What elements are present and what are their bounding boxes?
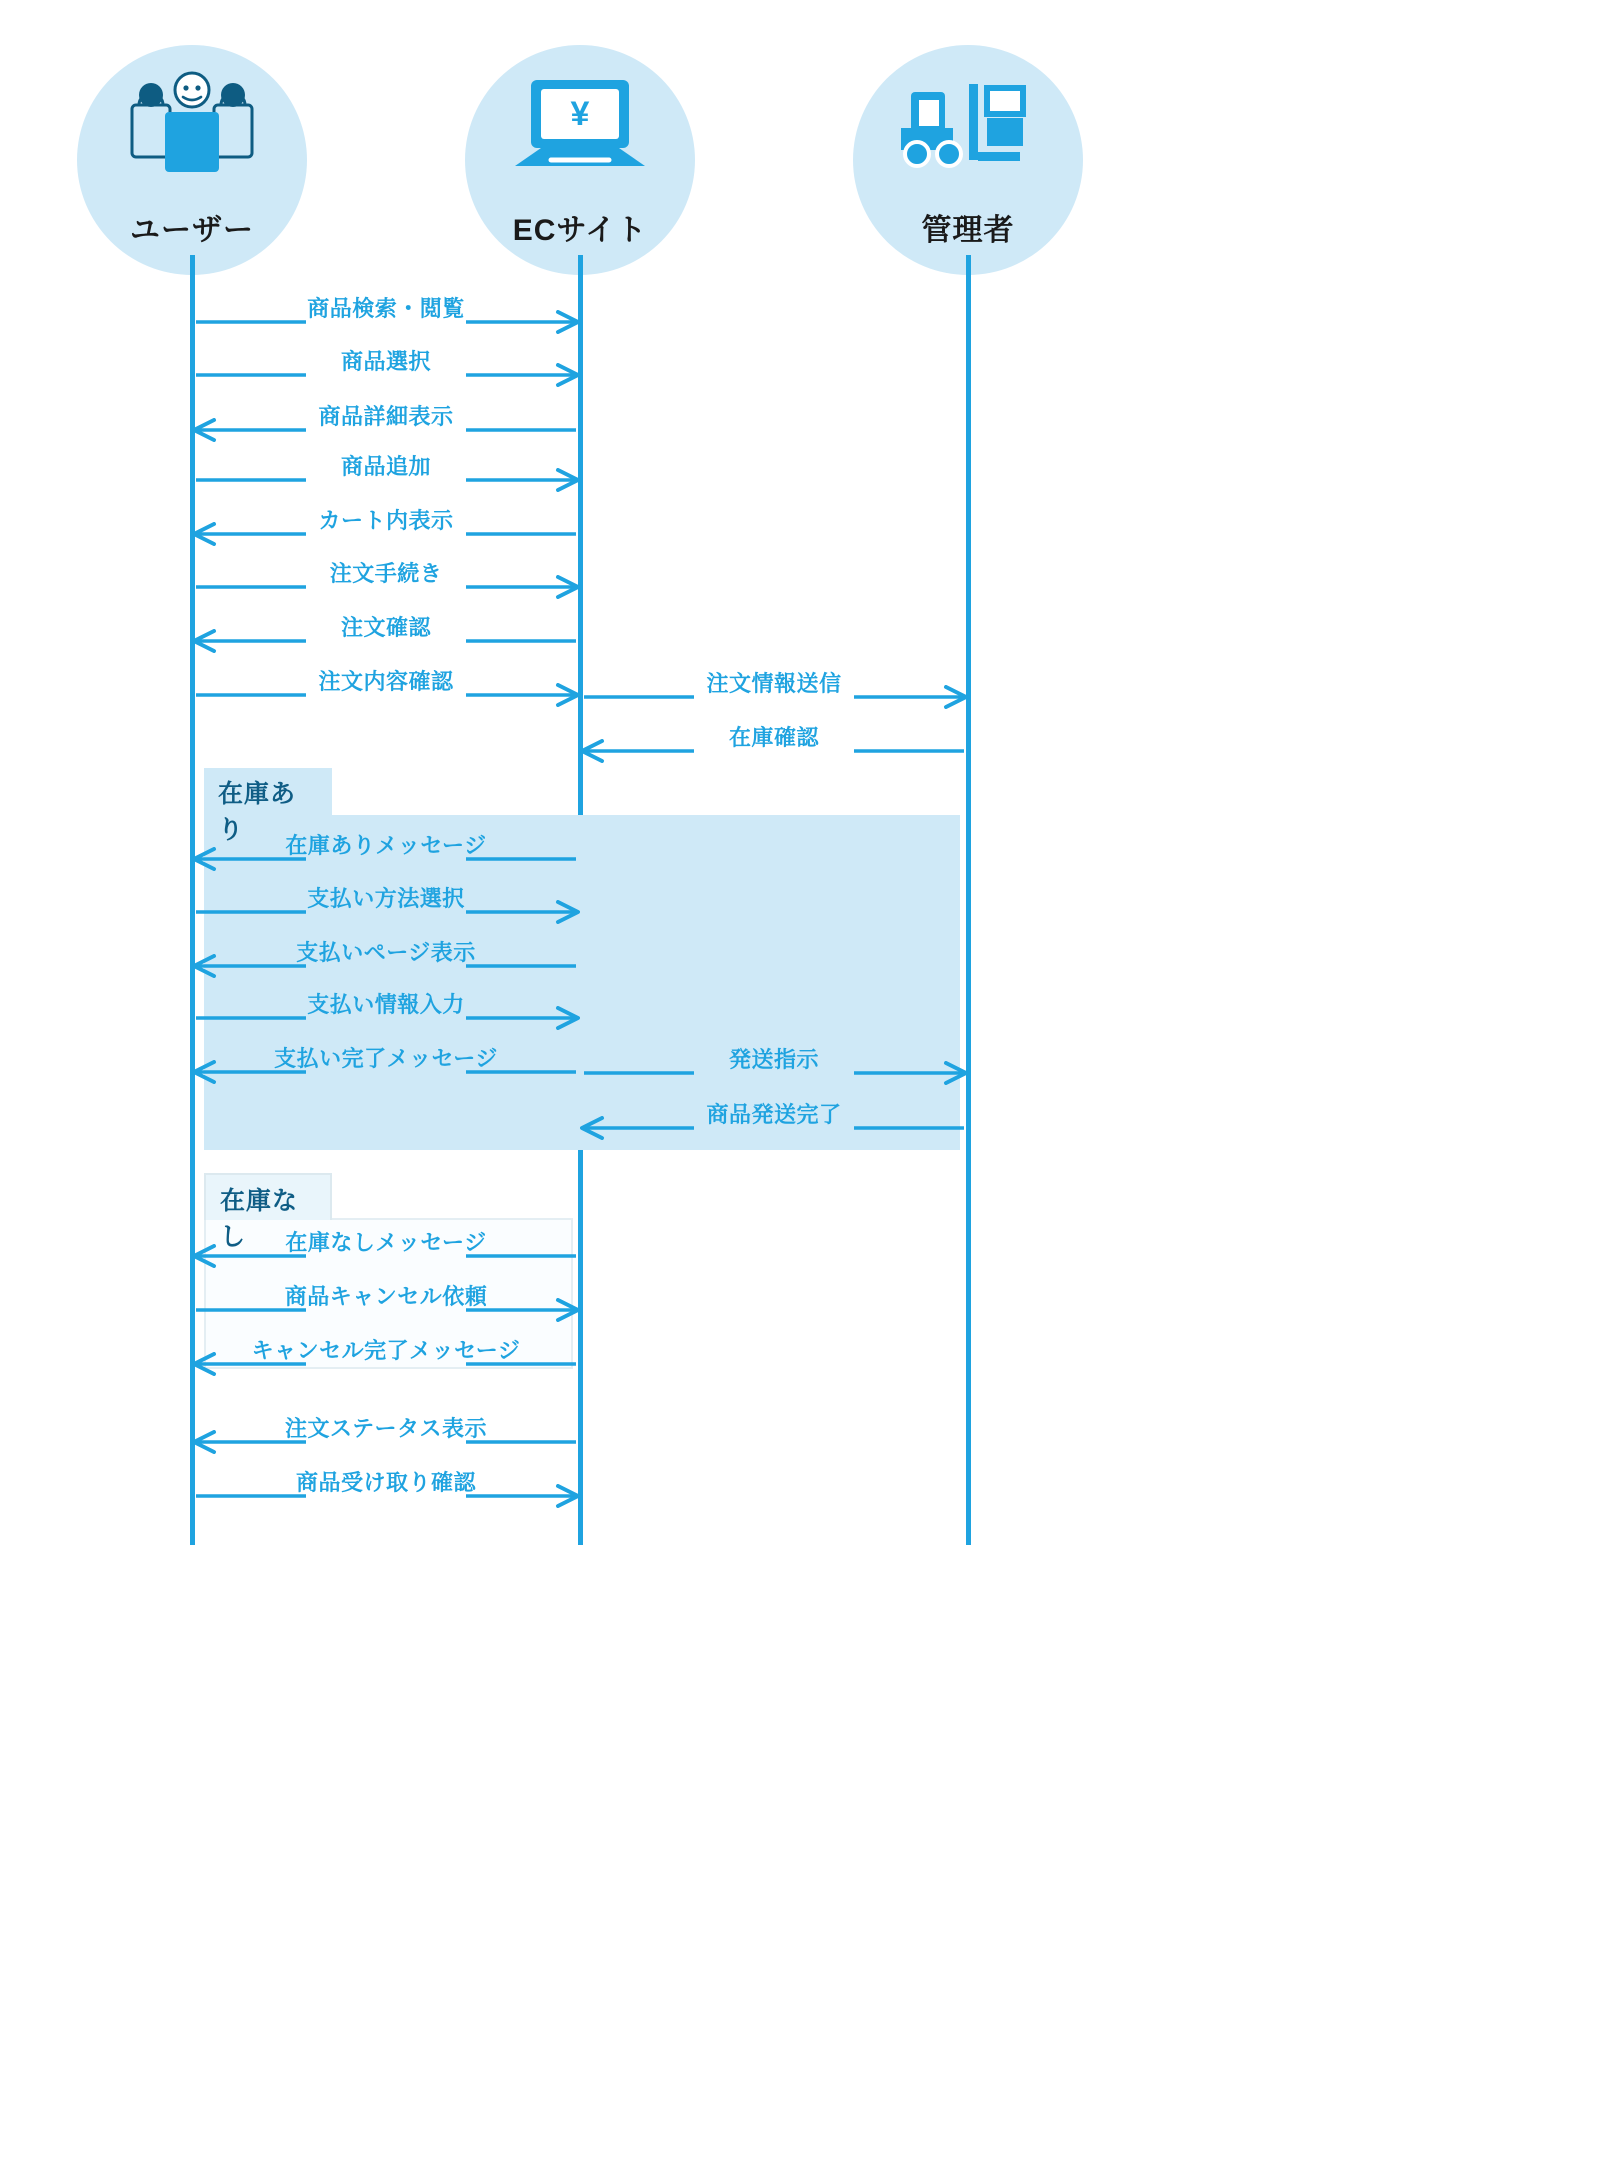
- actor-label-admin: 管理者: [921, 214, 1015, 247]
- message-label: 在庫確認: [728, 725, 819, 750]
- svg-text:¥: ¥: [570, 95, 590, 133]
- message-label: 支払い方法選択: [307, 886, 465, 911]
- message-label: 発送指示: [728, 1047, 819, 1072]
- users-group-icon-svg: [117, 70, 267, 180]
- message-label: 支払い完了メッセージ: [274, 1046, 498, 1071]
- message-label: 在庫ありメッセージ: [285, 833, 487, 858]
- users-group-icon: [117, 70, 267, 185]
- message-label: 支払いページ表示: [296, 940, 476, 965]
- laptop-yen-icon: [505, 70, 655, 185]
- message-label: 支払い情報入力: [307, 992, 465, 1017]
- message-label: 在庫なしメッセージ: [285, 1230, 487, 1255]
- message-label: 商品発送完了: [706, 1102, 842, 1127]
- actor-label-ec: ECサイト: [512, 214, 648, 247]
- message-label: 商品選択: [340, 349, 431, 374]
- message-label: カート内表示: [318, 508, 454, 533]
- message-label: 商品追加: [340, 454, 431, 479]
- forklift-icon-svg: [893, 70, 1043, 180]
- fragment-label-out-of-stock: 在庫なし: [204, 1173, 332, 1220]
- message-label: 注文確認: [340, 615, 431, 640]
- message-label: 商品検索・閲覧: [307, 296, 465, 321]
- message-label: 商品キャンセル依頼: [284, 1284, 488, 1309]
- lifeline-admin: [966, 255, 971, 1545]
- actor-label-user: ユーザー: [130, 214, 254, 247]
- message-label: 商品詳細表示: [318, 404, 454, 429]
- forklift-icon: [893, 70, 1043, 185]
- message-label: 商品受け取り確認: [295, 1470, 476, 1495]
- laptop-yen-icon-svg: [505, 70, 655, 180]
- message-label: 注文内容確認: [318, 669, 454, 694]
- fragment-label-in-stock: 在庫あり: [204, 768, 332, 815]
- message-label: 注文手続き: [329, 561, 443, 586]
- message-label: 注文ステータス表示: [284, 1416, 488, 1441]
- message-label: キャンセル完了メッセージ: [251, 1338, 521, 1363]
- message-label: 注文情報送信: [706, 671, 842, 696]
